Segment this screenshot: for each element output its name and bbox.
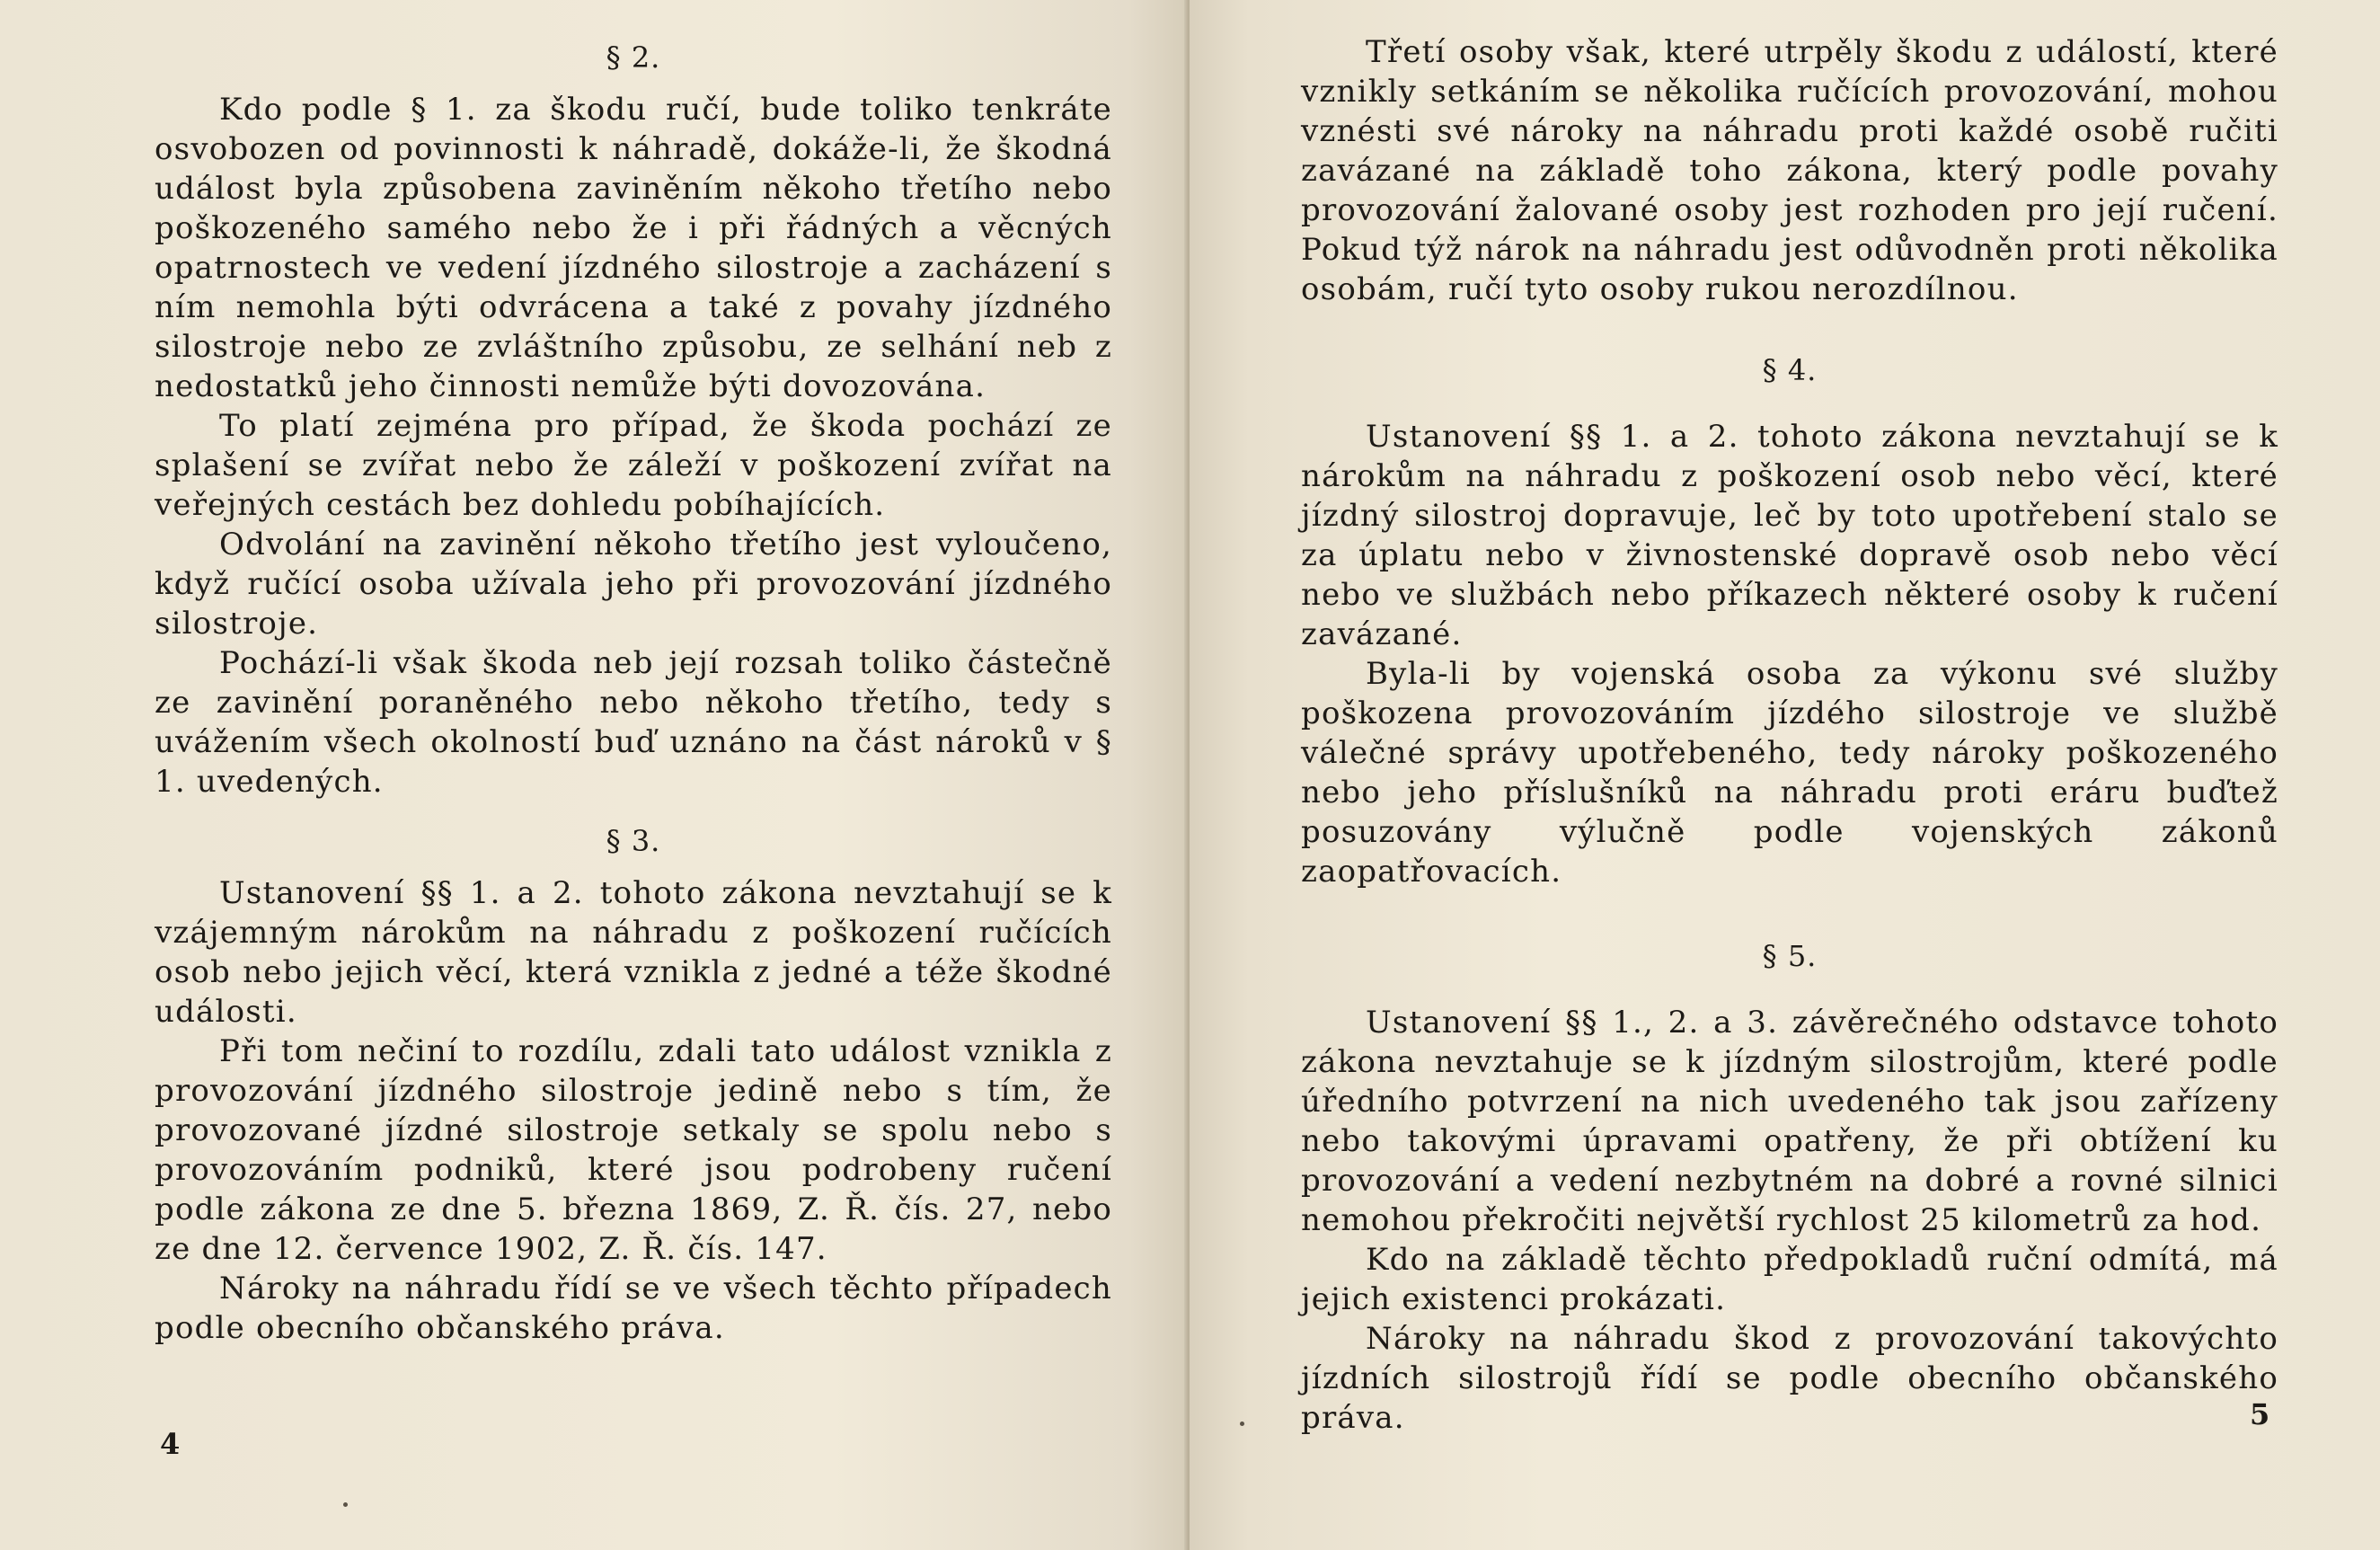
section-2-paragraph-3: Odvolání na zavinění někoho třetího jest vyloučeno, když ručící osoba užívala jeho při provozování jízdného silostroje. (155, 527, 1112, 642)
section-2-heading: § 2. (606, 40, 661, 75)
section-5-paragraph-2: Kdo na základě těchto předpokladů ruční odmítá, má jejich existenci prokázati. (1301, 1242, 2278, 1317)
section-5-paragraph-3: Nároky na náhradu škod z provozování takovýchto jízdních silostrojů řídí se podle obecního občanského práva. (1301, 1321, 2278, 1436)
right-text-column (1301, 0, 2278, 1438)
right-page-number: 5 (2250, 1397, 2270, 1431)
section-3-paragraph-2: Při tom nečiní to rozdílu, zdali tato událost vznikla z provozování jízdného silostroje jedině nebo s tím, že provozované jízdné silostroje setkaly se spolu nebo s provozováním podniků, které jsou podrobeny ručení podle zákona ze dne 5. března 1869, Z. Ř. čís. 27, nebo ze dne 12. července 1902, Z. Ř. čís. 147. (155, 1033, 1112, 1267)
right-page (1190, 0, 2380, 1550)
section-3-continued-paragraph: Třetí osoby však, které utrpěly škodu z událostí, které vznikly setkáním se několika ručících provozování, mohou vznésti své nároky na náhradu proti každé osobě ručiti zavázané na základě toho zákona, který podle povahy provozování žalované osoby jest rozhoden pro její ručení. Pokud týž nárok na náhradu jest odůvodněn proti několika osobám, ručí tyto osoby rukou nerozdílnou. (1301, 34, 2278, 307)
left-page (0, 0, 1188, 1550)
section-4-paragraph-2: Byla-li by vojenská osoba za výkonu své služby poškozena provozováním jízdého silostroje ve službě válečné správy upotřebeného, tedy nároky poškozeného nebo jeho příslušníků na náhradu proti eráru buďtež posuzovány výlučně podle vojenských zákonů zaopatřovacích. (1301, 656, 2278, 890)
paper-speck (1240, 1422, 1244, 1426)
section-5-heading: § 5. (1762, 939, 1818, 973)
section-3-paragraph-1: Ustanovení §§ 1. a 2. tohoto zákona nevztahují se k vzájemným nárokům na náhradu z poškození ručících osob nebo jejich věcí, která vznikla z jedné a téže škodné události. (155, 875, 1112, 1030)
section-2-paragraph-2: To platí zejména pro případ, že škoda pochází ze splašení se zvířat nebo že záleží v poškození zvířat na veřejných cestách bez dohledu pobíhajících. (155, 408, 1112, 523)
section-3-heading: § 3. (606, 824, 661, 858)
section-2-paragraph-4: Pochází-li však škoda neb její rozsah toliko částečně ze zavinění poraněného nebo někoho třetího, tedy s uvážením všech okolností buď uznáno na část nároků v § 1. uvedených. (155, 645, 1112, 800)
paper-speck (343, 1502, 348, 1507)
left-text-column (155, 0, 1112, 1348)
section-5-paragraph-1: Ustanovení §§ 1., 2. a 3. závěrečného odstavce tohoto zákona nevztahuje se k jízdným silostrojům, které podle úředního potvrzení na nich uvedeného tak jsou zařízeny nebo takovými úpravami opatřeny, že při obtížení ku provozování a vedení nezbytném na dobré a rovné silnici nemohou překročiti největší rychlost 25 kilometrů za hod. (1301, 1005, 2278, 1238)
section-2-paragraph-1: Kdo podle § 1. za škodu ručí, bude toliko tenkráte osvobozen od povinnosti k náhradě, dokáže-li, že škodná událost byla způsobena zaviněním někoho třetího nebo poškozeného samého nebo že i při řádných a věcných opatrnostech ve vedení jízdného silostroje a zacházení s ním nemohla býti odvrácena a také z povahy jízdného silostroje nebo ze zvláštního způsobu, ze selhání neb z nedostatků jeho činnosti nemůže býti dovozována. (155, 92, 1112, 404)
left-page-number: 4 (160, 1427, 181, 1461)
section-3-paragraph-3: Nároky na náhradu řídí se ve všech těchto případech podle obecního občanského práva. (155, 1271, 1112, 1346)
section-4-heading: § 4. (1762, 353, 1818, 387)
section-4-paragraph-1: Ustanovení §§ 1. a 2. tohoto zákona nevztahují se k nárokům na náhradu z poškození osob nebo věcí, které jízdný silostroj dopravuje, leč by toto upotřebení stalo se za úplatu nebo v živnostenské dopravě osob nebo věcí nebo ve službách nebo příkazech některé osoby k ručení zavázané. (1301, 419, 2278, 652)
